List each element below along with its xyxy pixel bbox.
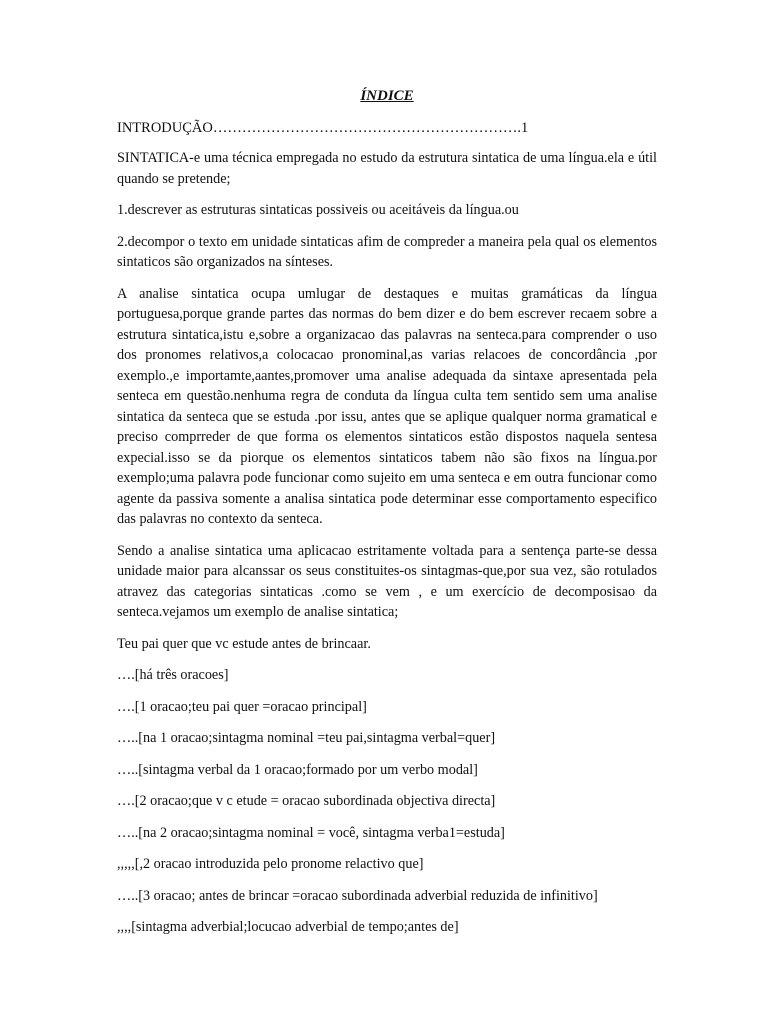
- example-sentence: Teu pai quer que vc estude antes de brincaar.: [117, 635, 371, 652]
- analysis-line: ….[há três oracoes]: [117, 667, 229, 683]
- analysis-line: …..[3 oracao; antes de brincar =oracao subordinada adverbial reduzida de infinitivo]: [117, 887, 598, 904]
- document-page: [117, 86, 657, 949]
- analysis-line: ,,,,[sintagma adverbial;locucao adverbial de tempo;antes de]: [117, 919, 459, 935]
- analysis-line: ,,,,,[,2 oracao introduzida pelo pronome relactivo que]: [117, 856, 424, 872]
- analysis-line: …..[na 1 oracao;sintagma nominal =teu pai,sintagma verbal=quer]: [117, 730, 496, 746]
- paragraph-point-1: 1.descrever as estruturas sintaticas possiveis ou aceitáveis da língua.ou: [117, 202, 519, 218]
- paragraph-definition: SINTATICA-e uma técnica empregada no estudo da estrutura sintatica de uma língua.ela e útil quando se pretende;: [117, 150, 657, 187]
- paragraph-application: Sendo a analise sintatica uma aplicacao estritamente voltada para a sentença parte-se dessa unidade maior para alcanssar os seus constituites-os sintagmas-que,por sua vez, são rotulados atravez das categorias sintaticas .como se vem , e um exercício de decomposisao da senteca.vejamos um exemplo de analise sintatica;: [117, 542, 657, 620]
- analysis-line: …..[sintagma verbal da 1 oracao;formado por um verbo modal]: [117, 761, 478, 778]
- analysis-line: ….[2 oracao;que v c etude = oracao subordinada objectiva directa]: [117, 793, 496, 809]
- analysis-line: ….[1 oracao;teu pai quer =oracao principal]: [117, 698, 367, 715]
- analysis-line: …..[na 2 oracao;sintagma nominal = você, sintagma verba1=estuda]: [117, 824, 505, 841]
- index-entry: INTRODUÇÃO……………………………………………………….1: [117, 120, 529, 136]
- page-title: ÍNDICE: [360, 88, 414, 104]
- paragraph-point-2: 2.decompor o texto em unidade sintaticas afim de compreder a maneira pela qual os elementos sintaticos são organizados na sínteses.: [117, 233, 657, 270]
- paragraph-analysis: A analise sintatica ocupa umlugar de destaques e muitas gramáticas da língua portuguesa,porque grande partes das normas do bem dizer e do bem escrever recaem sobre a estrutura sintatica,istu e,sobre a organizacao das palavras na senteca.para comprender o uso dos pronomes relativos,a colocacao pronominal,as varias relacoes de concordância ,por exemplo.,e importamte,aantes,promover uma analise adequada da sintaxe apresentada pela senteca em questão.nenhuma regra de conduta da língua culta tem sentido sem uma analise sintatica da senteca que se estuda .por issu, antes que se aplique qualquer norma gramatical e preciso comprreder de que forma os elementos sintaticos estão dispostos naquela sentesa expecial.isso se da piorque os elementos sintaticos tabem não são fixos na língua.por exemplo;uma palavra pode funcionar como sujeito em uma senteca e em outra funcionar como agente da passiva somente a analisa sintatica pode determinar esse comportamento especifico das palavras no contexto da senteca.: [117, 285, 657, 527]
